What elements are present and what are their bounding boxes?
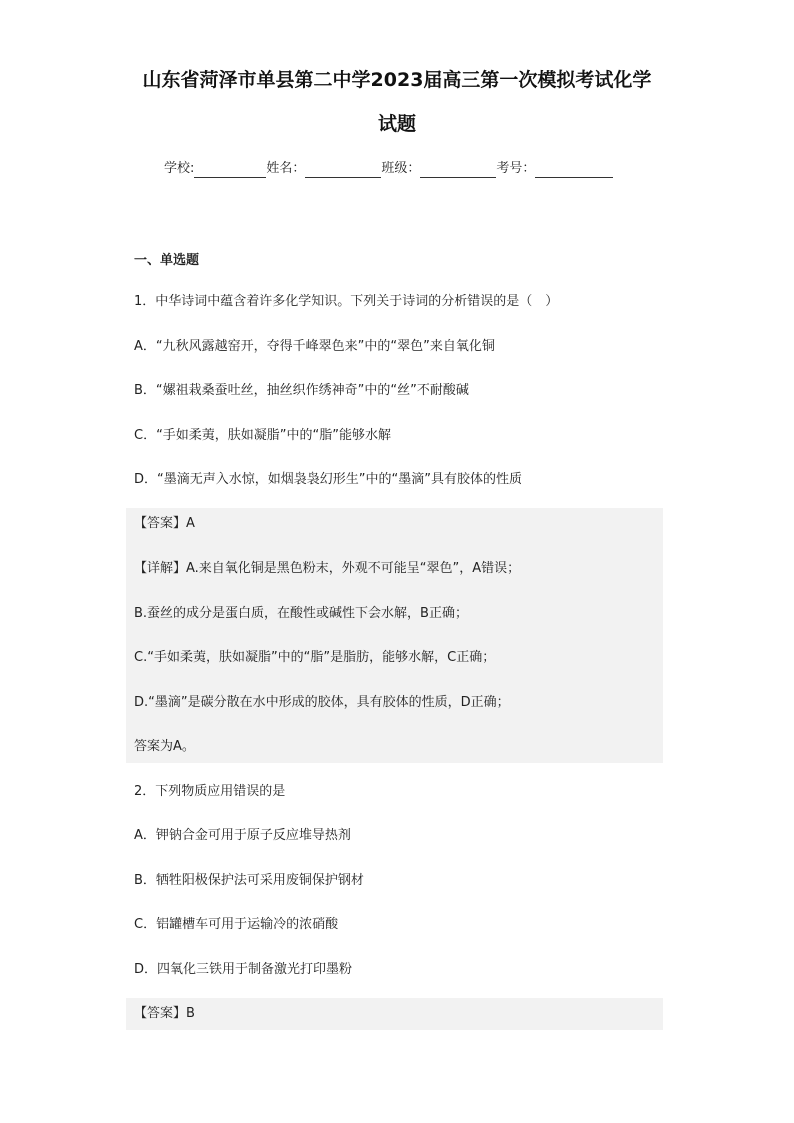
q1-explain-b: B.蚕丝的成分是蛋白质，在酸性或碱性下会水解，B正确； (134, 606, 468, 621)
q1-option-b: B．“嫘祖栽桑蚕吐丝，抽丝织作绣神奇”中的“丝”不耐酸碱 (134, 383, 469, 398)
q1-explain-d: D.“墨滴”是碳分散在水中形成的胶体，具有胶体的性质，D正确； (134, 695, 510, 710)
class-blank (420, 163, 496, 178)
q1-option-d: D．“墨滴无声入水惊，如烟袅袅幻形生”中的“墨滴”具有胶体的性质 (134, 472, 522, 487)
q1-answer: 【答案】A (134, 516, 195, 531)
class-label: 班级： (381, 161, 421, 176)
q1-explain-c: C.“手如柔荑，肤如凝脂”中的“脂”是脂肪，能够水解，C正确； (134, 650, 496, 665)
q2-option-c: C．铝罐槽车可用于运输冷的浓硝酸 (134, 917, 339, 932)
q2-option-a: A．钾钠合金可用于原子反应堆导热剂 (134, 828, 351, 843)
q1-option-a: A．“九秋风露越窑开，夺得千峰翠色来”中的“翠色”来自氧化铜 (134, 339, 495, 354)
q2-answer: 【答案】B (134, 1006, 195, 1021)
school-label: 学校: (164, 161, 195, 176)
q2-answer-box (126, 998, 663, 1030)
q1-answer-box (126, 508, 663, 763)
student-info-row (164, 160, 613, 178)
name-blank (305, 163, 381, 178)
q1-option-c: C．“手如柔荑，肤如凝脂”中的“脂”能够水解 (134, 428, 392, 443)
name-label: 姓名： (266, 161, 306, 176)
q1-explain-a: 【详解】A.来自氧化铜是黑色粉末，外观不可能呈“翠色”，A错误； (134, 561, 521, 576)
q2-option-b: B．牺牲阳极保护法可采用废铜保护钢材 (134, 873, 364, 888)
number-blank (535, 163, 613, 178)
number-label: 考号： (496, 161, 536, 176)
school-blank (194, 163, 266, 178)
q1-explain-final: 答案为A。 (134, 739, 195, 754)
q2-option-d: D．四氧化三铁用于制备激光打印墨粉 (134, 962, 353, 977)
section-title: 一、单选题 (134, 253, 200, 268)
q1-stem: 1．中华诗词中蕴含着许多化学知识。下列关于诗词的分析错误的是（ ） (134, 294, 559, 309)
doc-title-line1: 山东省菏泽市单县第二中学2023届高三第一次模拟考试化学 (142, 69, 652, 91)
doc-title-line2: 试题 (377, 113, 416, 135)
q2-stem: 2．下列物质应用错误的是 (134, 784, 286, 799)
